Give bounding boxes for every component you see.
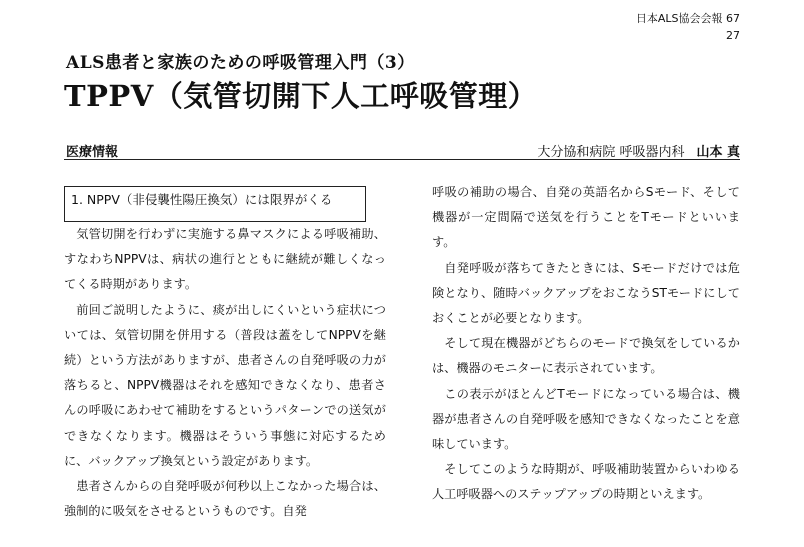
journal-name: 日本ALS協会会報 67 (635, 12, 740, 25)
affiliation: 大分協和病院 呼吸器内科 (537, 145, 685, 160)
category-label: 医療情報 (66, 145, 119, 160)
paragraph: この表示がほとんどTモードになっている場合は、機器が患者さんの自発呼吸を感知できなくなったことを意味しています。 (432, 386, 740, 452)
paragraph: 自発呼吸が落ちてきたときには、Sモードだけでは危険となり、随時バックアップをおこなうSTモードにしておくことが必要となります。 (432, 260, 740, 326)
left-column (64, 222, 386, 524)
paragraph: 気管切開を行わずに実施する鼻マスクによる呼吸補助、すなわちNPPVは、病状の進行とともに継続が難しくなってくる時期があります。 (64, 227, 386, 292)
author-name: 山本 真 (696, 145, 740, 160)
paragraph: 患者さんからの自発呼吸が何秒以上こなかった場合は、強制的に吸気をさせるというものです。自発 (64, 479, 386, 519)
right-column (432, 180, 740, 508)
paragraph: そしてこのような時期が、呼吸補助装置からいわゆる人工呼吸器へのステップアップの時期といえます。 (432, 462, 740, 502)
author-line (537, 141, 740, 160)
byline-bar (64, 137, 740, 160)
series-title: ALS患者と家族のための呼吸管理入門（3） (66, 53, 415, 73)
article-title: TPPV（気管切開下人工呼吸管理） (64, 79, 538, 113)
section-heading-box (64, 186, 366, 222)
journal-header (636, 10, 740, 44)
paragraph: 呼吸の補助の場合、自発の英語名からSモード、そして機器が一定間隔で送気を行うことをTモードといいます。 (432, 185, 740, 250)
paragraph: そして現在機器がどちらのモードで換気をしているかは、機器のモニターに表示されています。 (432, 336, 740, 376)
page-number: 27 (726, 29, 740, 42)
section-heading: 1. NPPV（非侵襲性陽圧換気）には限界がくる (71, 192, 333, 207)
paragraph: 前回ご説明したように、痰が出しにくいという症状については、気管切開を併用する（普段は蓋をしてNPPVを継続）という方法がありますが、患者さんの自発呼吸の力が落ちると、NPPV機器はそれを感知できなくなり、患者さんの呼吸にあわせて補助をするというパターンでの送気ができなくなります。機器はそういう事態に対応するために、バックアップ換気という設定があります。 (64, 302, 386, 468)
